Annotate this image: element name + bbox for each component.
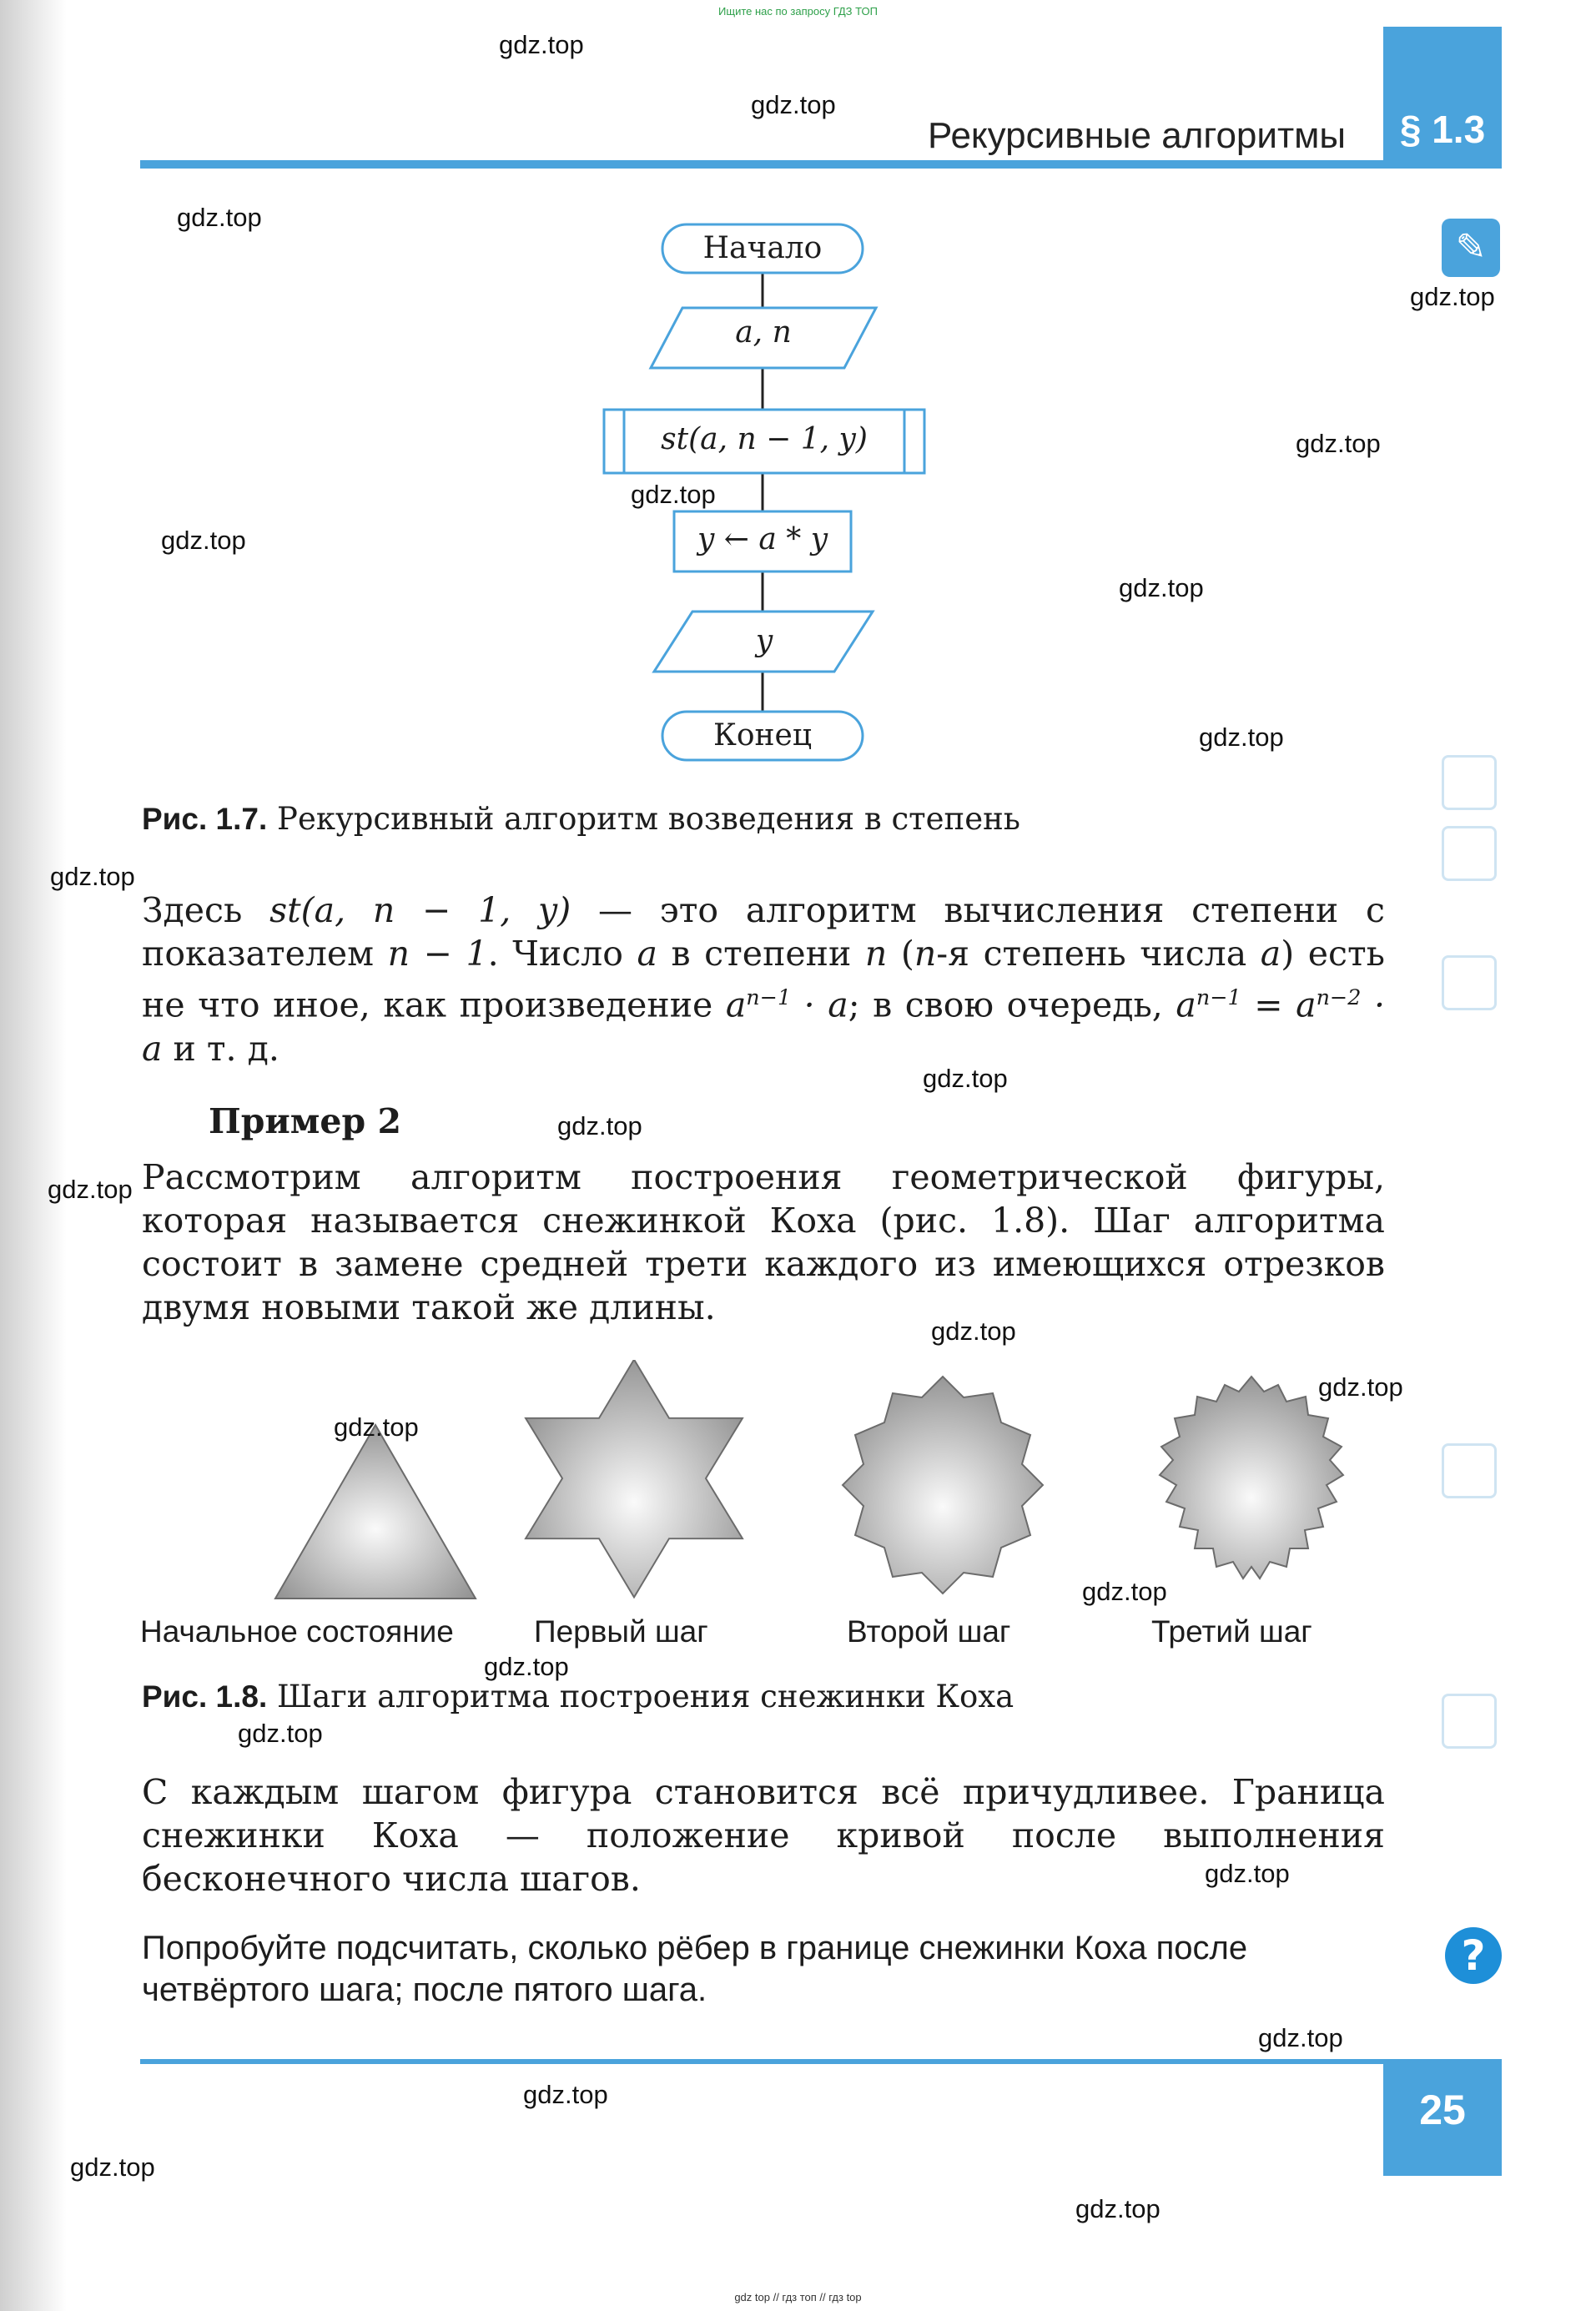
- watermark: gdz.top: [238, 1719, 323, 1748]
- flow-assign-label: y ← a * y: [697, 522, 828, 556]
- flow-call-label: st(a, n − 1, y): [661, 422, 868, 456]
- watermark: gdz.top: [1119, 573, 1204, 602]
- question-icon: ?: [1445, 1927, 1502, 1984]
- watermark: gdz.top: [48, 1175, 133, 1204]
- watermark: gdz.top: [751, 90, 836, 119]
- koch-label: Первый шаг: [534, 1614, 708, 1649]
- watermark: gdz.top: [523, 2080, 608, 2109]
- flow-input-label: a, n: [735, 315, 792, 350]
- faint-icon: [1442, 755, 1497, 810]
- figure-caption-text: Рекурсивный алгоритм возведения в степень: [277, 801, 1020, 837]
- figure-caption: [142, 801, 1020, 837]
- watermark: gdz.top: [50, 862, 135, 891]
- koch-step3: [1160, 1377, 1343, 1578]
- watermark: gdz.top: [1410, 282, 1495, 311]
- watermark: gdz.top: [557, 1111, 642, 1140]
- watermark: gdz.top: [1075, 2194, 1160, 2223]
- watermark: gdz.top: [1205, 1859, 1290, 1888]
- pencil-icon: ✎: [1442, 219, 1500, 277]
- watermark: gdz.top: [923, 1064, 1008, 1093]
- figure-label: Рис. 1.7.: [142, 802, 268, 836]
- watermark: gdz.top: [334, 1412, 419, 1442]
- watermark: gdz.top: [161, 526, 246, 555]
- watermark: gdz.top: [931, 1317, 1016, 1346]
- watermark: gdz.top: [1258, 2023, 1343, 2052]
- watermark: gdz.top: [631, 480, 716, 509]
- watermark: gdz.top: [1199, 723, 1284, 752]
- watermark: gdz.top: [1082, 1577, 1167, 1606]
- figure-label: Рис. 1.8.: [142, 1679, 268, 1714]
- paragraph: С каждым шагом фигура становится всё причудливее. Граница снежинки Коха — положение кривой после выполнения бесконечного числа шагов.: [142, 1772, 1385, 1899]
- page-title: Рекурсивные алгоритмы: [928, 115, 1346, 156]
- koch-label: Второй шаг: [847, 1614, 1011, 1649]
- faint-icon: [1442, 955, 1497, 1010]
- page-spine-shadow: [0, 0, 67, 2311]
- page-number: 25: [1419, 2087, 1466, 2133]
- question-text: Попробуйте подсчитать, сколько рёбер в границе снежинки Коха после четвёртого шага; после пятого шага.: [142, 1930, 1248, 2008]
- koch-label: Третий шаг: [1151, 1614, 1312, 1649]
- paragraph: Здесь st(a, n − 1, y) — это алгоритм вычисления степени с показателем n − 1. Число a в степени n (n-я степень числа a) есть не что иное, как произведение $a^{n-1} \cdot a$; в свою очередь, $a^{n-1} = a^{n-2} \cdot a$ и т. д.: [142, 890, 1385, 1069]
- example-title: Пример 2: [209, 1101, 401, 1141]
- faint-icon: [1442, 1443, 1497, 1498]
- koch-figures: [142, 1360, 1393, 1610]
- koch-label: Начальное состояние: [140, 1614, 454, 1649]
- figure-caption: [142, 1679, 1014, 1714]
- flow-output-label: y: [755, 624, 773, 658]
- watermark: gdz.top: [499, 30, 584, 59]
- header-rule: [140, 160, 1502, 169]
- top-note: Ищите нас по запросу ГДЗ ТОП: [718, 5, 878, 18]
- footer-rule: [140, 2059, 1383, 2064]
- faint-icon: [1442, 1694, 1497, 1749]
- flow-end-label: Конец: [713, 718, 812, 753]
- section-number: § 1.3: [1399, 108, 1486, 151]
- bottom-note: gdz top // гдз топ // гдз top: [734, 2291, 862, 2303]
- koch-initial-triangle: [275, 1425, 476, 1599]
- example-text: Рассмотрим алгоритм построения геометрической фигуры, которая называется снежинкой Коха (рис. 1.8). Шаг алгоритма состоит в замене средней трети каждого из имеющихся отрезков двумя новыми такой же длины.: [142, 1157, 1385, 1327]
- watermark: gdz.top: [1296, 429, 1381, 458]
- flow-start-label: Начало: [702, 231, 823, 265]
- watermark: gdz.top: [1318, 1372, 1403, 1402]
- faint-icon: [1442, 826, 1497, 881]
- watermark: gdz.top: [177, 203, 262, 232]
- figure-caption-text: Шаги алгоритма построения снежинки Коха: [277, 1679, 1014, 1714]
- koch-step2: [843, 1377, 1043, 1594]
- watermark: gdz.top: [70, 2152, 155, 2182]
- koch-step1-star: [526, 1360, 743, 1598]
- watermark: gdz.top: [484, 1652, 569, 1681]
